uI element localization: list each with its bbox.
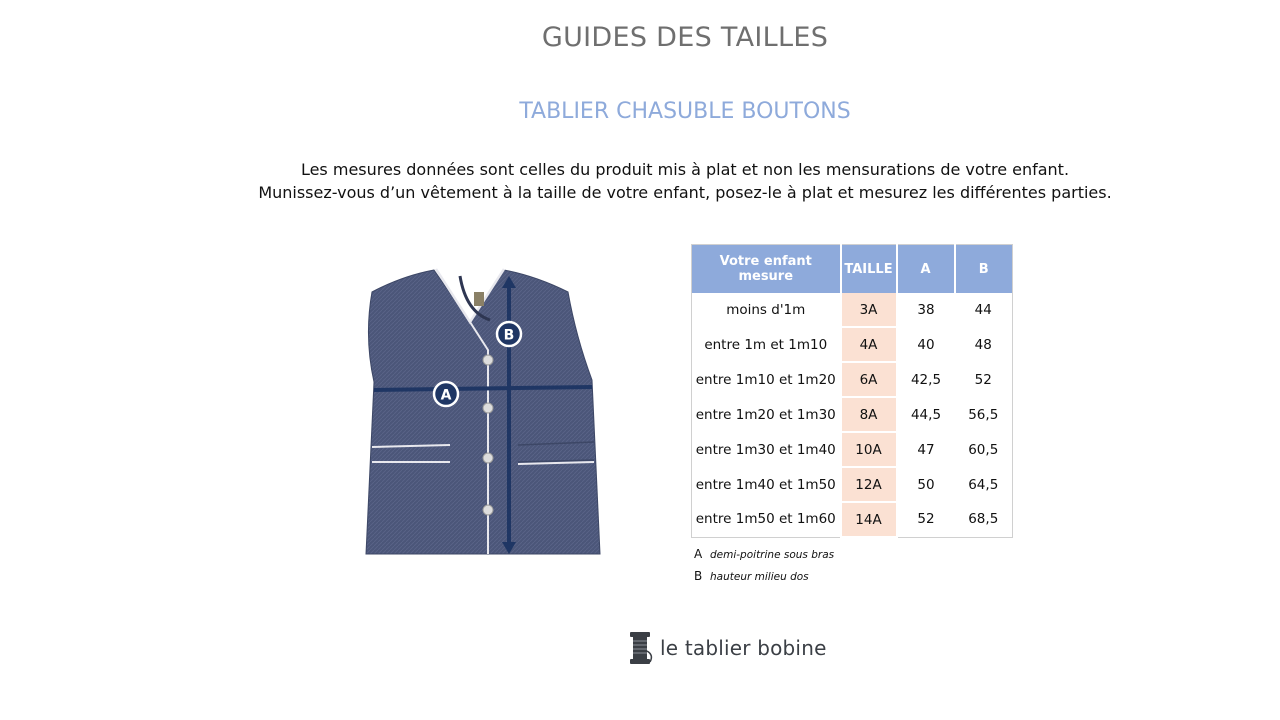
cell-b: 48 [974,336,992,353]
cell-a: 47 [917,441,935,458]
cell-a: 52 [917,511,935,528]
page-title: GUIDES DES TAILLES [541,22,829,53]
cell-b: 64,5 [968,476,999,493]
header-a: A [897,245,955,294]
cell-a: 42,5 [910,371,942,388]
cell-mesure: moins d'1m [726,302,806,318]
measurement-legend [694,543,834,587]
legend-item [694,565,834,587]
spool-icon [628,631,654,665]
cell-a: 40 [917,336,935,353]
cell-b: 56,5 [968,406,999,423]
button [483,453,493,463]
intro-line-2: Munissez-vous d’un vêtement à la taille de votre enfant, posez-le à plat et mesurez les différentes parties. [258,183,1112,202]
cell-taille: 4A [841,327,897,362]
button [483,355,493,365]
table-row [692,432,1013,467]
cell-mesure: entre 1m40 et 1m50 [695,476,836,493]
cell-a: 44,5 [910,406,942,423]
marker-b-label: B [503,327,515,344]
table-row [692,502,1013,537]
button [483,505,493,515]
legend-label: hauteur milieu dos [710,571,809,583]
legend-item [694,543,834,565]
label-tag [474,292,484,306]
button [483,403,493,413]
cell-a: 50 [917,476,935,493]
cell-b: 52 [974,371,992,388]
cell-taille: 10A [841,432,897,467]
brand-name: le tablier bobine [660,636,827,660]
cell-b: 60,5 [968,441,999,458]
cell-a: 38 [917,302,935,318]
table-row [692,397,1013,432]
cell-b: 68,5 [968,511,999,528]
legend-label: demi-poitrine sous bras [710,549,835,561]
header-mesure: Votre enfant mesure [692,245,841,294]
legend-key: B [694,569,703,583]
header-taille: TAILLE [841,245,897,294]
table-row [692,293,1013,327]
cell-taille: 8A [841,397,897,432]
table-row [692,362,1013,397]
table-row [692,467,1013,502]
garment-illustration [362,262,602,562]
cell-mesure: entre 1m20 et 1m30 [695,406,836,423]
legend-key: A [694,547,703,561]
cell-mesure: entre 1m10 et 1m20 [695,371,836,388]
cell-taille: 6A [841,362,897,397]
brand-logo [628,630,827,666]
cell-mesure: entre 1m50 et 1m60 [695,511,836,528]
size-table [691,244,1013,538]
cell-taille: 14A [841,502,897,537]
marker-a-label: A [440,387,452,404]
table-header-row [692,245,1013,294]
intro-text [0,158,1280,204]
table-row [692,327,1013,362]
product-title: TABLIER CHASUBLE BOUTONS [519,99,851,124]
cell-b: 44 [974,302,992,318]
cell-mesure: entre 1m30 et 1m40 [695,441,836,458]
cell-taille: 12A [841,467,897,502]
cell-taille: 3A [841,293,897,327]
intro-line-1: Les mesures données sont celles du produit mis à plat et non les mensurations de votre enfant. [300,160,1070,179]
cell-mesure: entre 1m et 1m10 [704,336,828,353]
header-b: B [955,245,1013,294]
